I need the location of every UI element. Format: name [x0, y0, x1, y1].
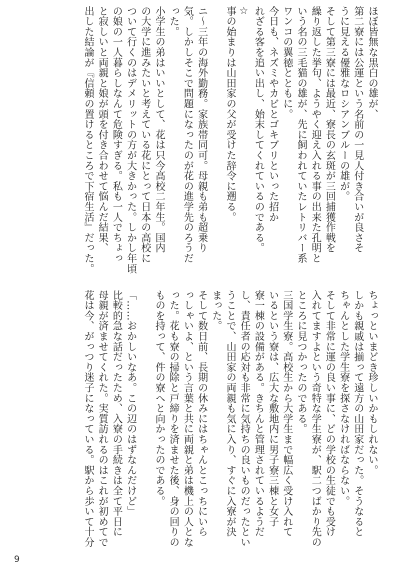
text-line: うに見える優雅なロシアンブルーの雄が。: [337, 6, 349, 202]
text-line: まった。: [209, 290, 221, 332]
text-line: ほぼ皆無な黒白の雄が、: [366, 6, 377, 120]
text-line: れざる客を追い出し、始末してくれているのである。: [252, 6, 264, 254]
text-line: 気。しかしそこで問題になったのが花の進学先のろうだ: [181, 6, 193, 264]
blank-line: [208, 6, 222, 276]
blank-line: [137, 290, 151, 552]
text-line: 事の始まりは山田家の父が受けた辞令に遡る。: [223, 6, 235, 223]
text-line: の娘の一人暮らしなんて危険すぎる。私も一人でちょっ: [110, 6, 122, 264]
text-line: った。: [167, 6, 179, 37]
text-line: ニ〜三年の海外勤務。家族帯同可。母親も弟も超乗り: [195, 6, 207, 254]
text-line: そして数日前、長期の休みにはちゃんとこっちにいら: [195, 290, 207, 538]
text-line: ちょっといまどき珍しいかもしれない。: [366, 290, 377, 476]
page-number: 9: [14, 555, 20, 565]
text-line: 入れてますよという奇特な学生寮が、駅二つばかり先の: [309, 290, 321, 548]
text-line: ものを持って、件の寮へと向かったのである。: [152, 290, 164, 507]
text-line: 第二寮には公運という名前の一見人付き合いが良さそ: [351, 6, 363, 254]
text-line: いるという寮は、広大な敷地内に男子寮三棟と女子: [266, 290, 278, 527]
lower-text-block: [18, 290, 378, 552]
text-line: っしゃいよ、という言葉と共に両親と弟は機上の人とな: [181, 290, 193, 548]
text-line: の大学に進みたいと考えている花にとって日本の高校に: [138, 6, 150, 264]
text-line: と寂しいと両親と娘が頭を付き合わせて悩んだ結果、: [96, 6, 108, 254]
text-line: 三国学生寮。高校生から大学生まで幅広く受け入れて: [280, 290, 292, 538]
text-line: 比較的急な話だったため、入寮の手続きは全て平日に: [110, 290, 122, 538]
text-line: 母親が済ませてくれた。実質訪れるのはこれが初めてで: [96, 290, 108, 548]
text-line: 出した結論が『信頼の置けるところで下宿生活』だった。: [81, 6, 93, 274]
text-line: ところに見つかったのである。: [294, 290, 306, 435]
text-line: そして非常に運の良い事に、どの学校の生徒でも受け: [323, 290, 335, 538]
text-line: 小学生の弟はいいとして、花は只今高校二年生。国内: [152, 6, 164, 254]
text-line: いう名の三毛猫の雄が、先に飼われていたレトリバー系: [294, 6, 306, 264]
text-line: 花は今、がっつり迷子になっている。駅から歩いて十分: [81, 290, 93, 548]
text-line: 寮一棟の設備がある。きちんと管理されているようだ: [252, 290, 264, 538]
scene-break-star: ☆: [238, 6, 250, 18]
text-line: 繰り返した挙句、ようやく迎え入れる事の出来た孔明と: [309, 6, 321, 264]
text-line: そして第三寮には最近、寮長の玄斑が三回捕獲作戦を: [323, 6, 335, 254]
text-line: 今日も、ネズミやカビとゴキブリといった招か: [266, 6, 278, 223]
text-line: うことで、山田家の両親も気に入り、すぐに入寮が決: [223, 290, 235, 538]
text-line: ワンコの翼徳とともに。: [280, 6, 292, 120]
text-line: ついて行くのはデメリットの方が大きかった。しかし年頃: [124, 6, 136, 274]
text-line: しかも親戚は揃って遠方の山田家だった。そうなると: [351, 290, 363, 538]
text-line: った。花も寮の掃除と戸締りを済ませた後、身の回りの: [167, 290, 179, 548]
text-line: し、責任者の応対も非常に気持ちの良いものだったとい: [238, 290, 250, 548]
upper-text-block: [18, 6, 378, 276]
text-line: ちゃんとした学生寮を探さなければならない。: [337, 290, 349, 507]
dialogue-line: 「……おかしいなあ。この辺のはずなんだけど」: [124, 290, 136, 517]
